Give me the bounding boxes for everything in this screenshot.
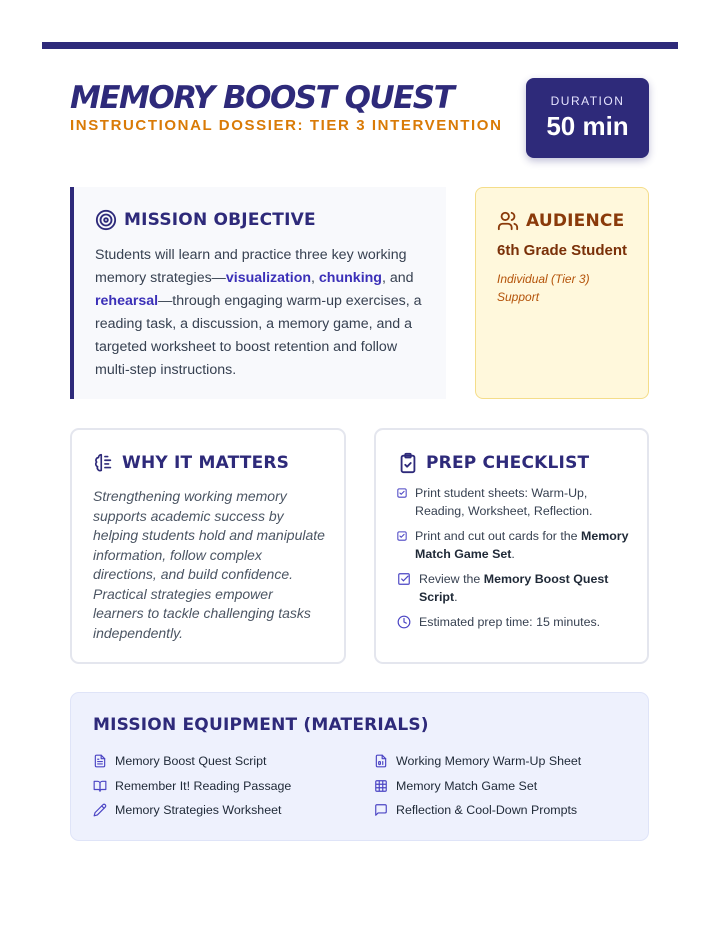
audience-name: 6th Grade Student: [497, 242, 628, 259]
equipment-item-label: Reflection & Cool-Down Prompts: [396, 803, 578, 818]
duration-badge: [526, 78, 649, 158]
objective-sep: , and: [381, 270, 414, 286]
equipment-heading: MISSION EQUIPMENT (MATERIALS): [93, 715, 429, 735]
equipment-list: [93, 753, 633, 819]
equipment-item: [93, 753, 374, 770]
target-icon: [95, 209, 117, 231]
prep-heading-row: [397, 452, 633, 474]
page-subtitle: INSTRUCTIONAL DOSSIER: TIER 3 INTERVENTION: [70, 117, 503, 134]
mission-objective-card: [70, 187, 446, 399]
prep-item-bold: Memory Match Game Set: [415, 529, 629, 561]
equipment-item-label: Memory Strategies Worksheet: [115, 803, 282, 818]
prep-item: [397, 570, 633, 606]
strategy-rehearsal: rehearsal: [95, 293, 159, 309]
equipment-item-label: Working Memory Warm-Up Sheet: [396, 754, 582, 769]
prep-item: [397, 484, 633, 520]
prep-checklist-card: [374, 428, 649, 664]
equipment-item-label: Remember It! Reading Passage: [115, 778, 292, 793]
prep-item: [397, 527, 633, 563]
objective-heading: MISSION OBJECTIVE: [124, 210, 316, 230]
top-accent-bar: [42, 42, 678, 49]
equipment-item: [374, 802, 633, 819]
users-icon: [497, 210, 519, 232]
strategy-visualization: visualization: [225, 270, 312, 286]
prep-item-text-part: Estimated prep time: 15 minutes.: [419, 615, 601, 629]
grid-icon: [374, 779, 388, 793]
objective-heading-row: [95, 209, 422, 231]
prep-item-text: [415, 484, 633, 520]
open-book-icon: [93, 779, 107, 793]
prep-item-text-part: Print student sheets: Warm-Up, Reading, Worksheet, Reflection.: [415, 486, 593, 518]
prep-heading: PREP CHECKLIST: [426, 453, 590, 473]
equipment-item-label: Memory Boost Quest Script: [115, 754, 267, 769]
audience-card: [475, 187, 649, 399]
equipment-item: [93, 778, 374, 795]
brain-icon: [93, 452, 115, 474]
document-icon: [93, 754, 107, 768]
why-text: Strengthening working memory supports academic success by helping students hold and manipulate information, follow complex directions, and build confidence. Practical strategies empower learners to tackle challenging tasks independently.: [93, 488, 325, 641]
prep-item-text-part: .: [454, 590, 458, 604]
prep-list: [397, 484, 633, 631]
pencil-icon: [93, 803, 107, 817]
prep-item-text-part: .: [511, 547, 515, 561]
equipment-item: [374, 753, 633, 770]
duration-label: DURATION: [550, 94, 625, 108]
why-it-matters-card: [70, 428, 346, 664]
prep-item-text: [419, 570, 633, 606]
equipment-item-label: Memory Match Game Set: [396, 778, 538, 793]
objective-text-part: Students will learn and practice three key working memory strategies—: [95, 247, 407, 286]
audience-description: Individual (Tier 3) Support: [497, 272, 590, 304]
page-title: MEMORY BOOST QUEST: [70, 80, 454, 116]
objective-text-part: —through engaging warm-up exercises, a reading task, a discussion, a memory game, and a targeted worksheet to boost retention and follow multi-step instructions.: [95, 293, 422, 378]
prep-item: [397, 613, 633, 631]
chat-bubble-icon: [374, 803, 388, 817]
checkbox-check-icon: [397, 488, 407, 498]
duration-value: 50 min: [546, 111, 629, 141]
audience-heading-row: [497, 210, 628, 232]
prep-item-bold: Memory Boost Quest Script: [419, 572, 609, 604]
why-heading: WHY IT MATTERS: [122, 453, 290, 473]
objective-sep: ,: [311, 270, 319, 286]
equipment-item: [93, 802, 374, 819]
prep-item-text-part: Print and cut out cards for the: [415, 529, 581, 543]
strategy-chunking: chunking: [318, 270, 382, 286]
binary-file-icon: [374, 754, 388, 768]
objective-text: [95, 244, 422, 382]
prep-item-text: [415, 527, 633, 563]
equipment-item: [374, 778, 633, 795]
clipboard-check-icon: [397, 452, 419, 474]
checkbox-check-icon: [397, 572, 411, 586]
why-heading-row: [93, 452, 326, 474]
audience-heading: AUDIENCE: [526, 211, 625, 231]
prep-item-text-part: Review the: [419, 572, 484, 586]
clock-icon: [397, 615, 411, 629]
prep-item-text: [419, 613, 600, 631]
checkbox-check-icon: [397, 531, 407, 541]
mission-equipment-card: [70, 692, 649, 841]
